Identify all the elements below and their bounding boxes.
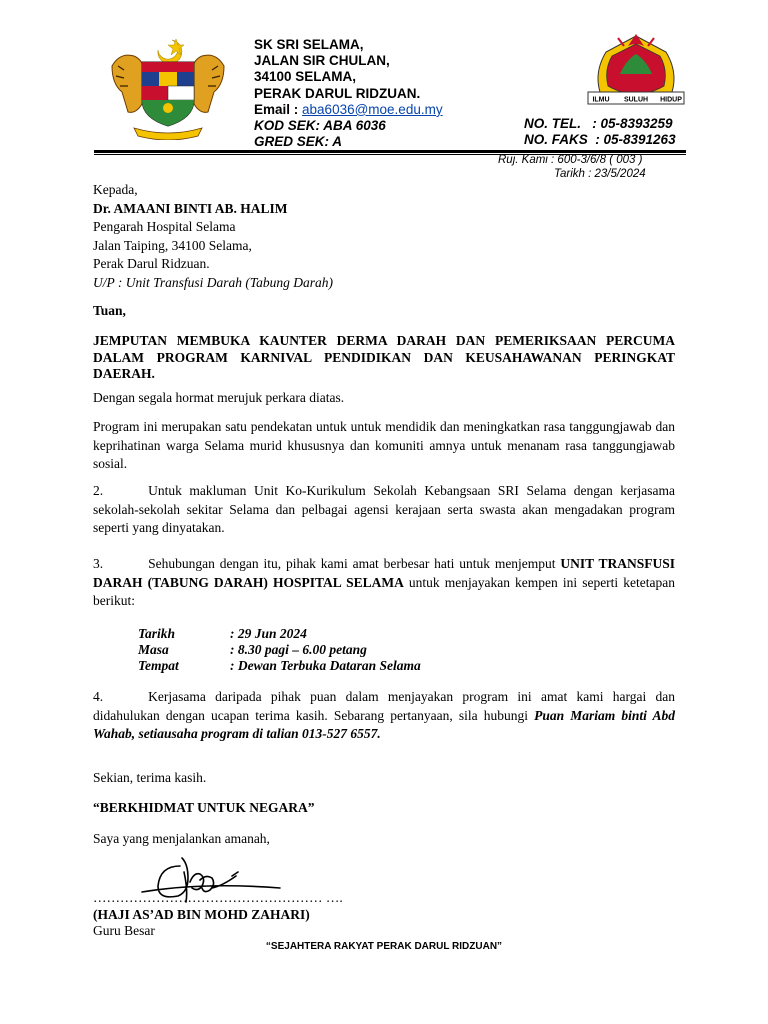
motto-text: “BERKHIDMAT UNTUK NEGARA”	[93, 800, 315, 815]
subject-heading: JEMPUTAN MEMBUKA KAUNTER DERMA DARAH DAN PEMERIKSAAN PERCUMA DALAM PROGRAM KARNIVAL PENDIDIKAN DAN KEUSAHAWANAN PERINGKAT DAERAH.	[93, 333, 675, 381]
closing-text: Sekian, terima kasih.	[93, 770, 207, 785]
detail-value: : 8.30 pagi – 6.00 petang	[230, 642, 367, 657]
recipient-line-1: Pengarah Hospital Selama	[93, 219, 236, 234]
kod-sek: KOD SEK: ABA 6036	[254, 118, 386, 134]
detail-value: : Dewan Terbuka Dataran Selama	[230, 658, 421, 673]
reference-block	[498, 154, 646, 181]
school-badge-logo	[586, 30, 686, 114]
signature-dots: …………………………………………… ….	[93, 890, 343, 905]
school-name: SK SRI SELAMA,	[254, 37, 364, 52]
paragraph-4-text: Kerjasama daripada pihak puan dalam menjayakan program ini amat kami hargai dan didahulukan dengan ucapan terima kasih. Sebarang pertanyaan, sila hubungi	[93, 689, 675, 723]
detail-label: Masa	[138, 642, 169, 657]
kepada-label: Kepada,	[93, 182, 138, 197]
email-row	[254, 102, 443, 118]
paragraph-4-number: 4.	[93, 689, 104, 704]
school-address-block	[254, 37, 443, 150]
paragraph-3-number: 3.	[93, 556, 104, 571]
detail-row-venue	[138, 658, 421, 674]
paragraph-4	[93, 688, 675, 744]
address-line-3: PERAK DARUL RIDZUAN.	[254, 85, 421, 101]
paragraph-2-number: 2.	[93, 483, 104, 498]
recipient-block	[93, 181, 675, 292]
badge-motto-2: SULUH	[623, 96, 649, 104]
detail-row-time	[138, 642, 421, 658]
detail-value: : 29 Jun 2024	[230, 626, 307, 641]
recipient-name: Dr. AMAANI BINTI AB. HALIM	[93, 200, 288, 216]
amanah-text: Saya yang menjalankan amanah,	[93, 831, 270, 846]
paragraph-2	[93, 482, 675, 538]
signatory-name: (HAJI AS’AD BIN MOHD ZAHARI)	[93, 907, 310, 922]
contact-block	[524, 116, 676, 148]
signatory-position: Guru Besar	[93, 923, 155, 938]
salutation: Tuan,	[93, 303, 126, 318]
paragraph-2-text: Untuk makluman Unit Ko-Kurikulum Sekolah Kebangsaan SRI Selama dengan kerjasama sekolah-sekolah sekitar Selama dan pelbagai agensi kerajaan serta swasta akan mengadakan program seperti yang dinyatakan.	[93, 483, 675, 535]
detail-label: Tempat	[138, 658, 179, 673]
paragraph-3	[93, 555, 675, 611]
recipient-line-2: Jalan Taiping, 34100 Selama,	[93, 237, 252, 253]
address-line-2: 34100 SELAMA,	[254, 69, 357, 85]
paragraph-3-invitee: UNIT TRANSFUSI DARAH (TABUNG DARAH) HOSPITAL SELAMA	[93, 556, 675, 590]
header-rule-thick	[94, 150, 686, 153]
paragraph-4-contact: Puan Mariam binti Abd Wahab, setiausaha program di talian 013-527 6557.	[93, 707, 675, 741]
recipient-attention: U/P : Unit Transfusi Darah (Tabung Darah)	[93, 274, 334, 290]
paragraph-3-text-b: untuk menjayakan kempen ini seperti ketetapan berikut:	[93, 574, 675, 608]
tel-number: NO. TEL. : 05-8393259	[524, 116, 673, 131]
email-label: Email :	[254, 101, 299, 117]
paragraph-3-text-a: Sehubungan dengan itu, pihak kami amat berbesar hati untuk menjemput	[148, 556, 561, 571]
badge-motto-1: ILMU	[592, 96, 610, 104]
intro-text: Dengan segala hormat merujuk perkara diatas.	[93, 390, 345, 405]
letter-date: Tarikh : 23/5/2024	[554, 167, 646, 180]
detail-label: Tarikh	[138, 626, 176, 641]
coat-of-arms-logo	[104, 36, 232, 140]
recipient-line-3: Perak Darul Ridzuan.	[93, 256, 210, 271]
gred-sek: GRED SEK: A	[254, 134, 343, 150]
event-details	[138, 626, 421, 674]
badge-motto-3: HIDUP	[660, 96, 682, 104]
fax-number: NO. FAKS : 05-8391263	[524, 132, 676, 148]
footer-motto: “SEJAHTERA RAKYAT PERAK DARUL RIDZUAN”	[265, 941, 503, 952]
address-line-1: JALAN SIR CHULAN,	[254, 53, 390, 69]
reference-number: Ruj. Kami : 600-3/6/8 ( 003 )	[498, 154, 643, 166]
detail-row-date	[138, 626, 421, 642]
email-link[interactable]: aba6036@moe.edu.my	[302, 101, 443, 117]
paragraph-1: Program ini merupakan satu pendekatan untuk untuk mendidik dan meningkatkan rasa tanggungjawab dan keprihatinan warga Selama murid khususnya dan komuniti amnya untuk menanam rasa tanggungjawab sosial.	[93, 419, 675, 471]
